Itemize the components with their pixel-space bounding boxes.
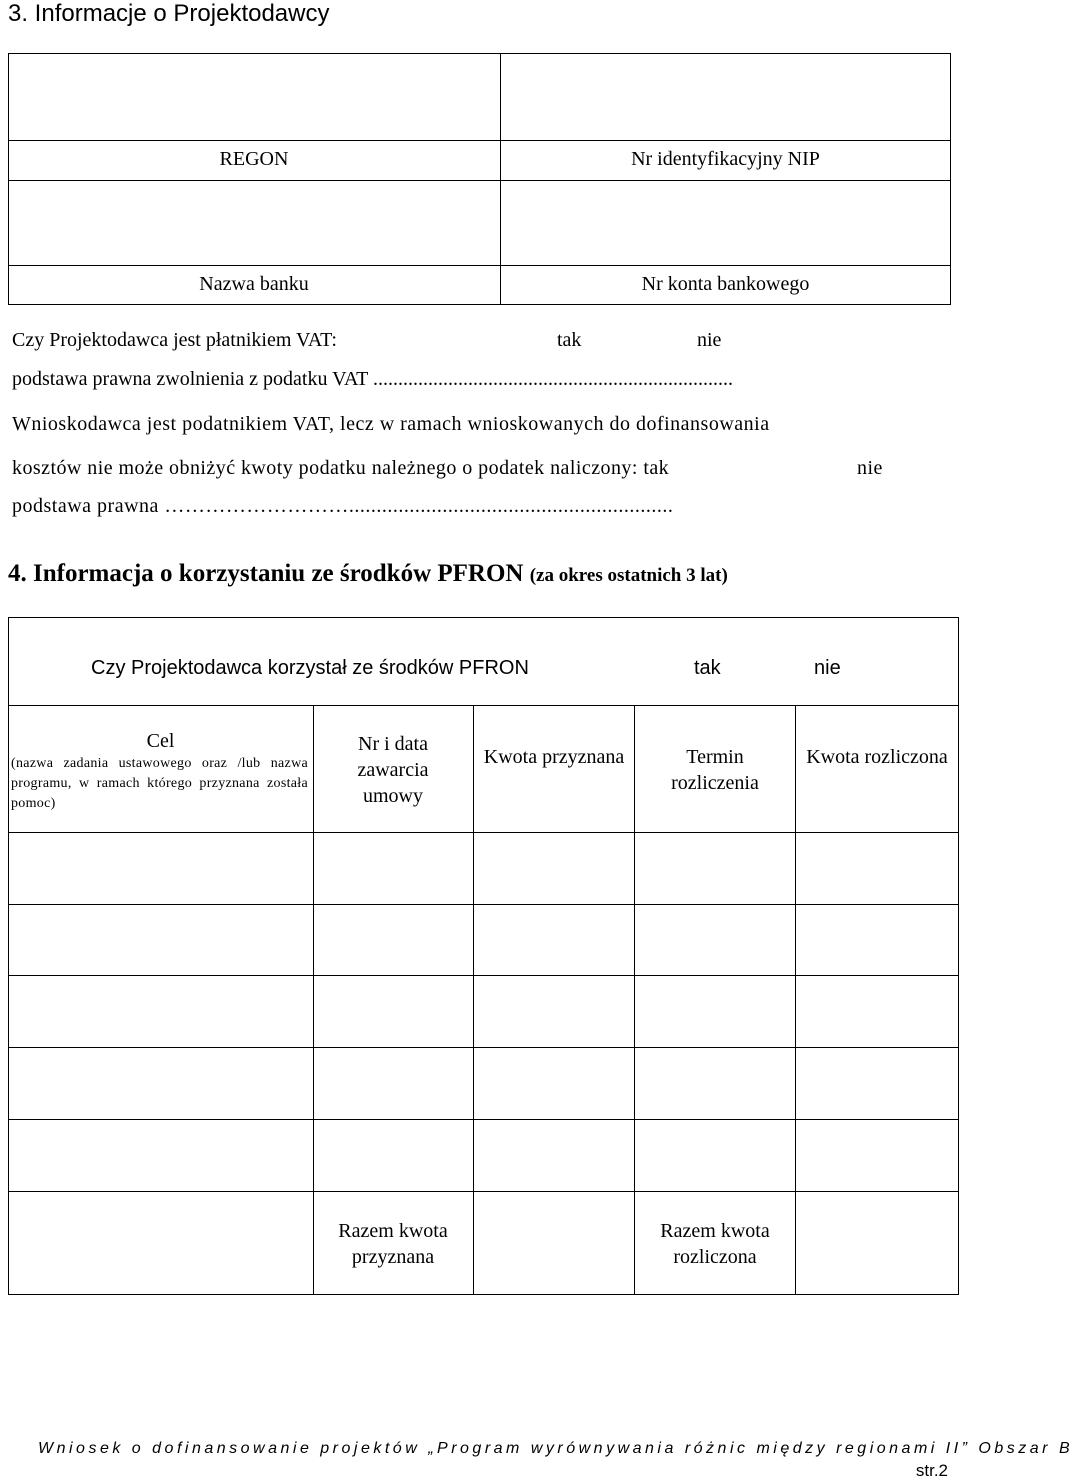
applicant-vat-statement: Wnioskodawca jest podatnikiem VAT, lecz w ramach wnioskowanych do dofinansowania bbox=[12, 413, 770, 435]
pfron-no-option[interactable]: nie bbox=[814, 657, 841, 679]
col-header-amount-granted: Kwota przyznana bbox=[483, 746, 625, 768]
column-divider bbox=[500, 53, 501, 305]
row-divider bbox=[8, 1191, 959, 1192]
col-header-amount-settled: Kwota rozliczona bbox=[806, 746, 948, 768]
total-settled-label: Razem kwota rozliczona bbox=[660, 1220, 770, 1268]
column-divider bbox=[795, 705, 796, 1295]
nip-label: Nr identyfikacyjny NIP bbox=[631, 148, 820, 170]
row-divider bbox=[8, 140, 951, 141]
col-header-goal bbox=[8, 728, 313, 814]
pfron-table bbox=[8, 617, 959, 1295]
section-4-heading bbox=[8, 560, 728, 588]
row-divider bbox=[8, 832, 959, 833]
legal-basis-field[interactable]: podstawa prawna ………………………........................................................... bbox=[12, 495, 674, 517]
vat-yes-option[interactable]: tak bbox=[557, 329, 582, 351]
section-4-note: (za okres ostatnich 3 lat) bbox=[529, 565, 728, 586]
row-divider bbox=[8, 265, 951, 266]
projektodawca-table bbox=[8, 53, 951, 305]
page-number: str.2 bbox=[915, 1461, 948, 1480]
applicant-vat-statement-cont: kosztów nie może obniżyć kwoty podatku należnego o podatek naliczony: tak bbox=[12, 457, 670, 479]
col-header-goal-desc: (nazwa zadania ustawowego oraz /lub nazwa programu, w ramach którego przyznana została pomoc) bbox=[11, 756, 308, 811]
applicant-vat-no-option[interactable]: nie bbox=[857, 457, 883, 479]
account-number-label: Nr konta bankowego bbox=[641, 273, 810, 295]
section-3-heading: 3. Informacje o Projektodawcy bbox=[8, 0, 330, 27]
total-granted-label: Razem kwota przyznana bbox=[338, 1220, 448, 1268]
regon-label: REGON bbox=[219, 148, 289, 170]
row-divider bbox=[8, 180, 951, 181]
section-4-title: 4. Informacja o korzystaniu ze środków PFRON bbox=[8, 560, 524, 587]
col-header-settlement-date: Termin rozliczenia bbox=[671, 746, 759, 794]
column-divider bbox=[313, 705, 314, 1295]
bank-name-label: Nazwa banku bbox=[199, 273, 309, 295]
vat-question: Czy Projektodawca jest płatnikiem VAT: bbox=[12, 329, 337, 351]
col-header-goal-title: Cel bbox=[146, 730, 175, 752]
footer-text: Wniosek o dofinansowanie projektów „Program wyrównywania różnic między regionami II” Obszar B bbox=[38, 1440, 1073, 1457]
column-divider bbox=[634, 705, 635, 1295]
pfron-question: Czy Projektodawca korzystał ze środków PFRON bbox=[91, 657, 529, 679]
vat-exempt-basis-field[interactable]: podstawa prawna zwolnienia z podatku VAT ........................................................................ bbox=[12, 368, 734, 390]
col-header-agreement: Nr i data zawarcia umowy bbox=[357, 733, 429, 807]
row-divider bbox=[8, 904, 959, 905]
column-divider bbox=[473, 705, 474, 1295]
row-divider bbox=[8, 1047, 959, 1048]
pfron-yes-option[interactable]: tak bbox=[694, 657, 721, 679]
row-divider bbox=[8, 705, 959, 706]
row-divider bbox=[8, 975, 959, 976]
vat-no-option[interactable]: nie bbox=[697, 329, 722, 351]
row-divider bbox=[8, 1119, 959, 1120]
